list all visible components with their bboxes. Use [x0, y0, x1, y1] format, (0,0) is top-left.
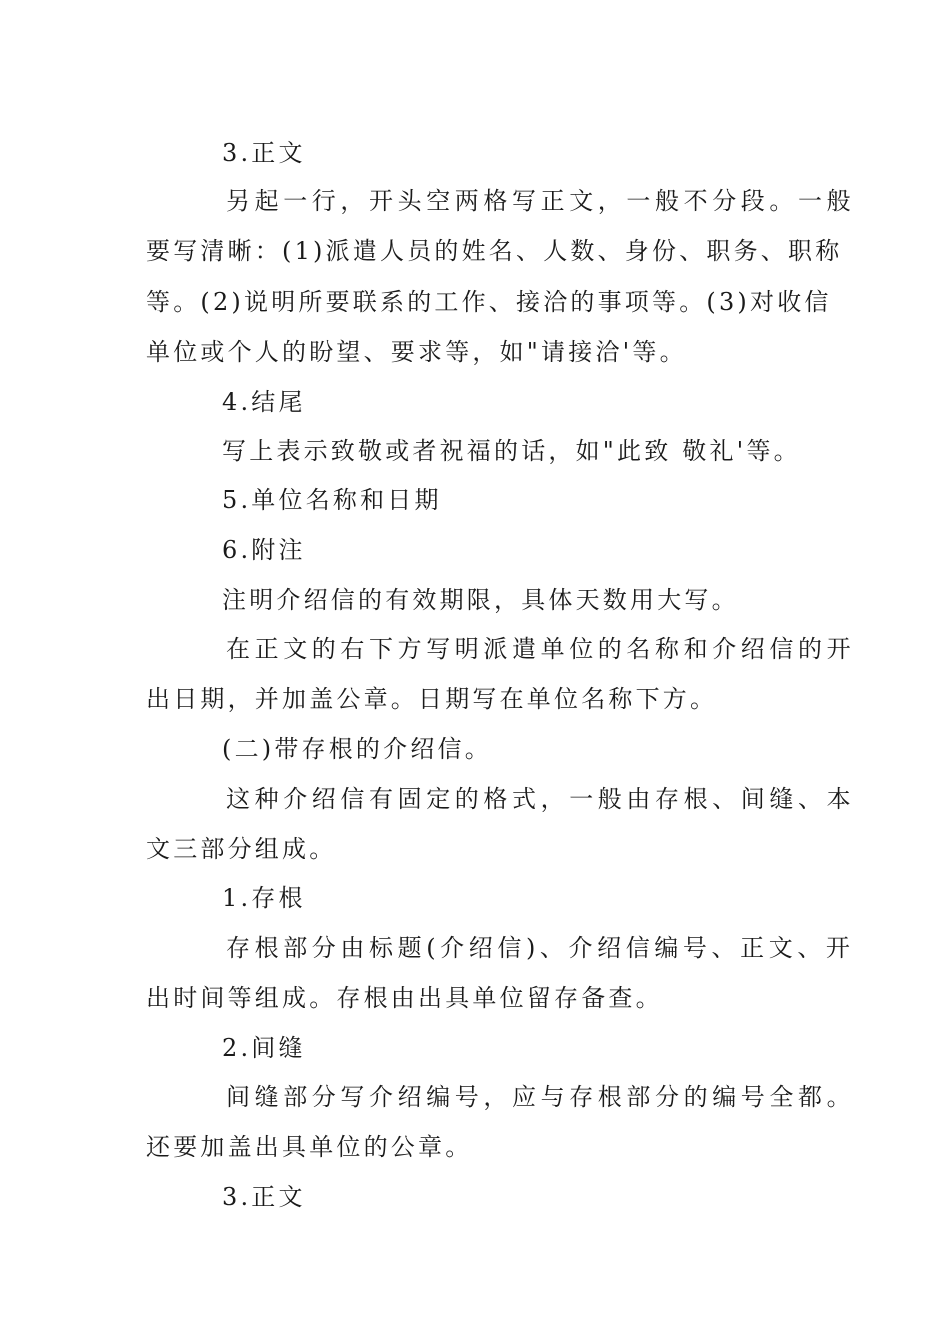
paragraph-line: 要写清晰：(1)派遣人员的姓名、人数、身份、职务、职称 [146, 237, 843, 265]
paragraph-line: 写上表示致敬或者祝福的话，如"此致 敬礼'等。 [222, 437, 801, 465]
section-heading-stub: 1.存根 [222, 884, 306, 912]
section-heading-ending: 4.结尾 [222, 388, 306, 416]
paragraph-line: 在正文的右下方写明派遣单位的名称和介绍信的开 [226, 635, 856, 663]
paragraph-line: 还要加盖出具单位的公章。 [146, 1133, 473, 1161]
paragraph-line: 出日期，并加盖公章。日期写在单位名称下方。 [146, 685, 718, 713]
paragraph-line: 存根部分由标题(介绍信)、介绍信编号、正文、开 [226, 934, 855, 962]
paragraph-line: 出时间等组成。存根由出具单位留存备查。 [146, 984, 663, 1012]
section-heading-note: 6.附注 [222, 536, 306, 564]
paragraph-line: 文三部分组成。 [146, 835, 337, 863]
section-heading-body: 3.正文 [222, 1183, 306, 1211]
paragraph-line: 等。(2)说明所要联系的工作、接洽的事项等。(3)对收信 [146, 288, 832, 316]
section-heading-unit-date: 5.单位名称和日期 [222, 486, 442, 514]
paragraph-line: 另起一行，开头空两格写正文，一般不分段。一般 [226, 187, 856, 215]
paragraph-line: 单位或个人的盼望、要求等，如"请接洽'等。 [146, 338, 687, 366]
paragraph-line: 间缝部分写介绍编号，应与存根部分的编号全都。 [226, 1083, 856, 1111]
paragraph-line: 这种介绍信有固定的格式，一般由存根、间缝、本 [226, 785, 856, 813]
section-heading-seam: 2.间缝 [222, 1034, 306, 1062]
section-heading-body: 3.正文 [222, 139, 306, 167]
section-heading-stub-letter: (二)带存根的介绍信。 [222, 735, 492, 763]
paragraph-line: 注明介绍信的有效期限，具体天数用大写。 [222, 586, 739, 614]
